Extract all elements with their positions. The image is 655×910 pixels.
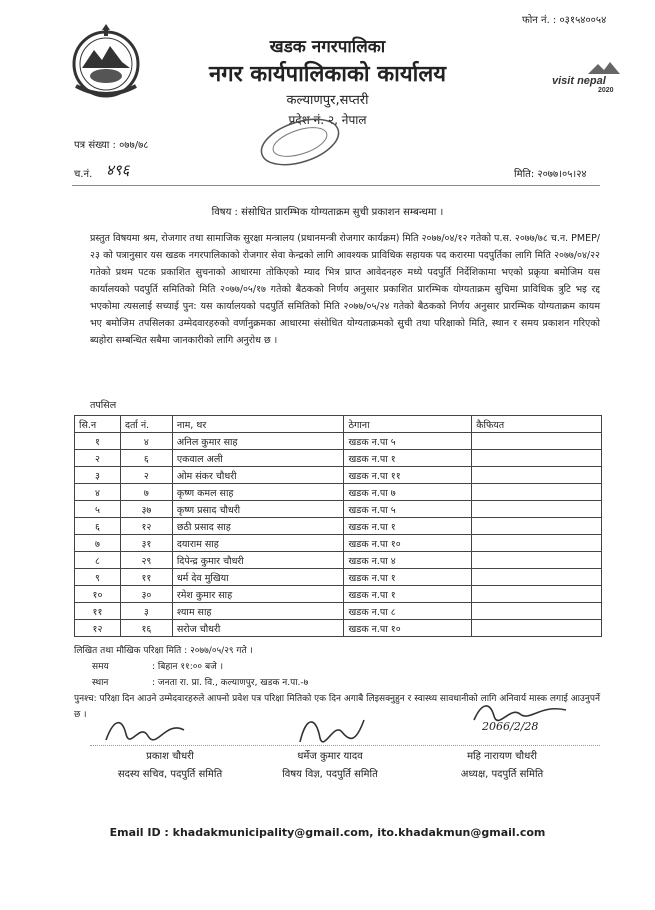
candidate-table bbox=[74, 415, 602, 637]
cell-serial: ७ bbox=[75, 535, 121, 552]
cell-serial: ३ bbox=[75, 467, 121, 484]
letter-subject: विषय : संसोधित प्रारम्भिक योग्यताक्रम सुची प्रकाशन सम्बन्धमा । bbox=[211, 207, 444, 218]
cell-remarks bbox=[472, 586, 602, 603]
cell-remarks bbox=[472, 620, 602, 637]
office-name: नगर कार्यपालिकाको कार्यालय bbox=[209, 62, 446, 87]
exam-date: लिखित तथा मौखिक परिक्षा मिति : २०७७/०५/२९ गते । bbox=[74, 646, 253, 656]
cell-name: सरोज चौधरी bbox=[172, 620, 344, 637]
table-row bbox=[75, 535, 602, 552]
cell-reg-no: २९ bbox=[120, 552, 172, 569]
cell-serial: २ bbox=[75, 450, 121, 467]
cell-name: दिपेन्द्र कुमार चौधरी bbox=[172, 552, 344, 569]
cell-name: श्याम साह bbox=[172, 603, 344, 620]
signature-date: 2066/2/28 bbox=[482, 720, 539, 733]
cell-address: खडक न.पा ७ bbox=[344, 484, 472, 501]
cell-name: धर्म देव मुखिया bbox=[172, 569, 344, 586]
signature-2 bbox=[290, 712, 370, 752]
cell-serial: १ bbox=[75, 433, 121, 450]
table-row bbox=[75, 518, 602, 535]
cell-name: अनिल कुमार साह bbox=[172, 433, 344, 450]
cell-address: खडक न.पा १ bbox=[344, 569, 472, 586]
visit-nepal-logo bbox=[548, 60, 638, 94]
cell-serial: ४ bbox=[75, 484, 121, 501]
cell-reg-no: १६ bbox=[120, 620, 172, 637]
cell-reg-no: २ bbox=[120, 467, 172, 484]
cell-remarks bbox=[472, 450, 602, 467]
table-row bbox=[75, 603, 602, 620]
cell-name: ओम संकर चौधरी bbox=[172, 467, 344, 484]
cell-reg-no: ३ bbox=[120, 603, 172, 620]
table-row bbox=[75, 569, 602, 586]
cell-remarks bbox=[472, 603, 602, 620]
signature-divider bbox=[90, 745, 600, 746]
visit-logo-text: visit nepal bbox=[552, 75, 606, 87]
header-divider bbox=[72, 185, 600, 186]
cell-name: कृष्ण कमल साह bbox=[172, 484, 344, 501]
address-line-2: प्रदेश नं. २, नेपाल bbox=[288, 113, 367, 127]
signatory-2-name: धर्मेज कुमार यादव bbox=[297, 751, 363, 762]
table-row bbox=[75, 586, 602, 603]
cell-remarks bbox=[472, 552, 602, 569]
postscript-note: पुनश्च: परिक्षा दिन आउने उम्मेदवारहरुले आफ्नो प्रवेश पत्र परिक्षा मितिको एक दिन अगाबै लिइसक्नुहुन र स्वास्थ्य सावधानीको लागि अनिवार्य मास्क लगाई आउनुपर्ने छ । bbox=[74, 694, 600, 720]
cell-serial: ५ bbox=[75, 501, 121, 518]
visit-logo-year: 2020 bbox=[598, 87, 614, 94]
cell-serial: ९ bbox=[75, 569, 121, 586]
exam-place-value: : जनता रा. प्रा. वि., कल्याणपुर, खडक न.पा.-७ bbox=[152, 678, 309, 688]
col-header-address: ठेगाना bbox=[344, 416, 472, 433]
cell-name: कृष्ण प्रसाद चौधरी bbox=[172, 501, 344, 518]
table-row bbox=[75, 467, 602, 484]
cell-serial: ६ bbox=[75, 518, 121, 535]
cell-serial: १२ bbox=[75, 620, 121, 637]
cell-address: खडक न.पा १० bbox=[344, 620, 472, 637]
dispatch-label: च.नं. bbox=[74, 169, 93, 180]
signature-1 bbox=[100, 712, 190, 748]
cell-reg-no: ११ bbox=[120, 569, 172, 586]
cell-address: खडक न.पा ५ bbox=[344, 433, 472, 450]
table-row bbox=[75, 450, 602, 467]
cell-remarks bbox=[472, 569, 602, 586]
table-row bbox=[75, 552, 602, 569]
signatory-1-name: प्रकाश चौधरी bbox=[146, 751, 194, 762]
table-row bbox=[75, 484, 602, 501]
cell-address: खडक न.पा ८ bbox=[344, 603, 472, 620]
dispatch-number: ४९६ bbox=[106, 161, 130, 179]
cell-address: खडक न.पा ११ bbox=[344, 467, 472, 484]
exam-time-value: : बिहान ११:०० बजे । bbox=[152, 662, 224, 672]
cell-address: खडक न.पा १ bbox=[344, 518, 472, 535]
table-row bbox=[75, 433, 602, 450]
cell-address: खडक न.पा १ bbox=[344, 586, 472, 603]
cell-remarks bbox=[472, 433, 602, 450]
schedule-label: तपसिल bbox=[90, 400, 117, 411]
cell-remarks bbox=[472, 467, 602, 484]
cell-address: खडक न.पा ५ bbox=[344, 501, 472, 518]
footer-email: Email ID : khadakmunicipality@gmail.com, ito.khadakmun@gmail.com bbox=[109, 826, 546, 839]
cell-reg-no: ४ bbox=[120, 433, 172, 450]
cell-reg-no: ३१ bbox=[120, 535, 172, 552]
letter-body: प्रस्तुत विषयमा श्रम, रोजगार तथा सामाजिक सुरक्षा मन्त्रालय (प्रधानमन्त्री रोजगार कार्यक्रम) मिति २०७७/०४/१२ गतेको प.स. २०७७/७८ च.न. PMEP/२३ को पत्रानुसार यस खडक नगरपालिकाको रोजगार सेवा केन्द्रको लागि आवश्यक प्राविधिक सहायक पद करारमा पदपुर्तिका लागि मिति २०७७/०४/२२ गतेको प्रथम पटक प्रकाशित सुचनाको आधारमा तोकिएको म्याद भित्र प्राप्त आवेदनहरु मध्ये पदपुर्ति निर्देशिकामा भएको प्रक्रृया बमोजिम यस कार्यालयको पदपुर्ति समितिको मिति २०७७/०५/१७ गतेको बैठकको निर्णय अनुसार प्रकाशित प्रारम्भिक योग्यताक्रम सुचिमा प्राविधिक त्रुटि भइ रद्द भएकोमा त्यसलाई सच्याई पुन: यस कार्यालयको पदपुर्ति समितिको मिति २०७७/०५/२४ गतेको बैठकको निर्णय अनुसार प्रारम्भिक योग्यताक्रम कायम भए बमोजिम तपसिलका उम्मेदवारहरुको वर्णानुक्रमका आधारमा संसोधित योग्यताक्रमको सुची तथा परिक्षाको मिति, स्थान र समय प्रकाशन गरिएको ब्यहोरा सम्बन्धित सबैमा जानकारीको लागि अनुरोध छ । bbox=[90, 233, 601, 346]
cell-name: दयाराम साह bbox=[172, 535, 344, 552]
cell-address: खडक न.पा ४ bbox=[344, 552, 472, 569]
cell-remarks bbox=[472, 484, 602, 501]
cell-name: छठी प्रसाद साह bbox=[172, 518, 344, 535]
signatory-1-title: सदस्य सचिव, पदपुर्ति समिति bbox=[117, 769, 223, 780]
cell-address: खडक न.पा १ bbox=[344, 450, 472, 467]
cell-name: रमेश कुमार साह bbox=[172, 586, 344, 603]
cell-serial: ११ bbox=[75, 603, 121, 620]
cell-reg-no: ३७ bbox=[120, 501, 172, 518]
col-header-remarks: कैफियत bbox=[472, 416, 602, 433]
table-header-row bbox=[75, 416, 602, 433]
cell-remarks bbox=[472, 535, 602, 552]
reference-number: पत्र संख्या : ०७७/७८ bbox=[74, 140, 149, 151]
exam-time-label: समय bbox=[92, 662, 109, 672]
col-header-serial: सि.न bbox=[75, 416, 121, 433]
office-stamp bbox=[250, 112, 350, 172]
letter-date: मिति: २०७७।०५।२४ bbox=[514, 169, 587, 180]
signatory-3-name: महि नारायण चौधरी bbox=[467, 751, 537, 762]
cell-reg-no: ६ bbox=[120, 450, 172, 467]
address-line-1: कल्याणपुर,सप्तरी bbox=[286, 93, 369, 108]
signatory-3-title: अध्यक्ष, पदपुर्ति समिति bbox=[460, 769, 544, 780]
cell-reg-no: १२ bbox=[120, 518, 172, 535]
cell-name: एकवाल अली bbox=[172, 450, 344, 467]
col-header-reg-no: दर्ता नं. bbox=[120, 416, 172, 433]
municipality-name: खडक नगरपालिका bbox=[269, 37, 386, 57]
cell-serial: ८ bbox=[75, 552, 121, 569]
phone-number: फोन नं. : ०३१५४००५४ bbox=[522, 15, 607, 26]
col-header-name: नाम, थर bbox=[172, 416, 344, 433]
cell-reg-no: ७ bbox=[120, 484, 172, 501]
exam-place-label: स्थान bbox=[92, 678, 109, 688]
table-row bbox=[75, 501, 602, 518]
cell-reg-no: ३० bbox=[120, 586, 172, 603]
cell-serial: १० bbox=[75, 586, 121, 603]
table-row bbox=[75, 620, 602, 637]
cell-address: खडक न.पा १० bbox=[344, 535, 472, 552]
signatory-2-title: विषय विज्ञ, पदपुर्ति समिति bbox=[282, 769, 378, 780]
cell-remarks bbox=[472, 518, 602, 535]
cell-remarks bbox=[472, 501, 602, 518]
